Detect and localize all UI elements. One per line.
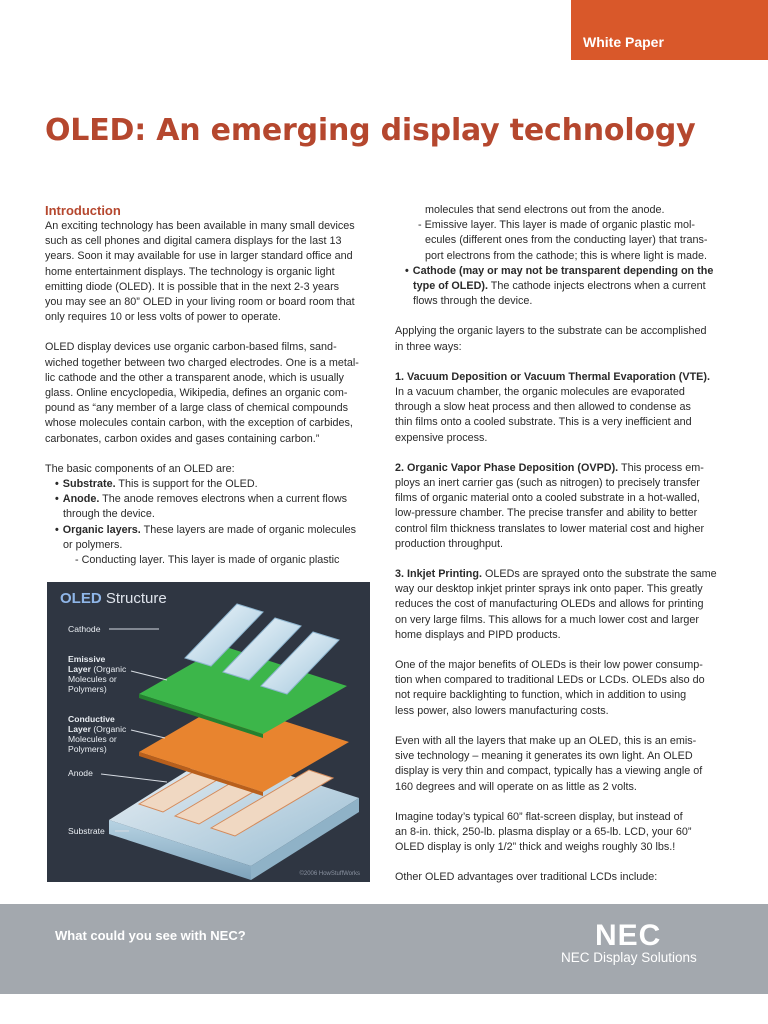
body-line: expensive process.	[395, 431, 488, 444]
bullet-text: This is support for the OLED.	[115, 478, 258, 491]
inkjet-first-line	[395, 567, 725, 582]
body-line: pound as “any member of a large class of chemical compounds	[45, 402, 349, 415]
label-emissive-n3: Polymers)	[68, 684, 107, 694]
ovpd-first-line	[395, 461, 725, 476]
label-emissive-b1: Emissive	[68, 654, 106, 664]
intro-line: An exciting technology has been available in many small devices	[45, 220, 355, 232]
footer-band	[0, 904, 768, 994]
intro-line: home entertainment displays. The technology is organic light	[45, 265, 335, 278]
label-substrate: Substrate	[68, 826, 105, 836]
bullet-organic-layers	[45, 523, 375, 538]
conducting-layer-line: - Conducting layer. This layer is made of organic plastic	[75, 554, 340, 567]
intro-line: emitting diode (OLED). It is possible that in the next 2-3 years	[45, 280, 340, 293]
bullet-text: The anode removes electrons when a current flows	[99, 493, 348, 506]
body-line: display is very thin and compact, typically has a viewing angle of	[395, 765, 703, 778]
bullet-text: These layers are made of organic molecules	[140, 523, 357, 536]
intro-line: years. Soon it may available for use in larger standard office and	[45, 250, 353, 263]
label-conductive-layer	[68, 714, 126, 754]
body-line: thin films onto a cooled substrate. This is a very inefficient and	[395, 416, 692, 429]
bullet-continuation: or polymers.	[63, 538, 123, 551]
intro-line: only requires 10 or less volts of power to operate.	[45, 311, 281, 324]
body-line: Applying the organic layers to the substrate can be accomplished	[395, 325, 707, 338]
label-cathode: Cathode	[68, 624, 101, 634]
company-name: NEC Display Solutions	[561, 950, 697, 965]
page-title: OLED: An emerging display technology	[45, 113, 696, 148]
bullet-continuation: through the device.	[63, 508, 155, 521]
bullet-anode	[45, 492, 375, 507]
footer-tagline: What could you see with NEC?	[55, 928, 246, 943]
body-line: on very large films. This allows for a much lower cost and larger	[395, 613, 700, 626]
label-emissive-layer	[68, 654, 126, 694]
bullet-text: The cathode injects electrons when a current	[487, 280, 706, 293]
body-line: One of the major benefits of OLEDs is their low power consump-	[395, 659, 703, 672]
body-line: production throughput.	[395, 537, 504, 550]
label-conductive-b2: Layer	[68, 724, 91, 734]
body-line: OLED display devices use organic carbon-based films, sand-	[45, 341, 337, 354]
label-conductive-n2: Molecules or	[68, 734, 117, 744]
white-paper-tag	[571, 0, 768, 60]
oled-structure-figure	[47, 582, 370, 882]
nec-logo: NEC	[595, 919, 662, 952]
figure-title-highlight: OLED	[60, 590, 102, 607]
bullet-continuation	[395, 279, 725, 294]
body-line: Other OLED advantages over traditional LCDs include:	[395, 871, 658, 884]
bullet-substrate	[45, 477, 375, 492]
body-line: in three ways:	[395, 340, 462, 353]
white-paper-label: White Paper	[583, 34, 664, 50]
body-line: control film thickness translates to lower material cost and higher	[395, 522, 705, 535]
bullet-label: Organic layers.	[62, 523, 141, 536]
body-line: not require backlighting to function, which in addition to using	[395, 689, 687, 702]
bullet-cathode	[395, 264, 725, 279]
ovpd-first-text: This process em-	[618, 461, 704, 474]
emissive-layer-line: ecules (different ones from the conducting layer) that trans-	[425, 234, 708, 247]
body-line: sive technology – meaning it generates its own light. An OLED	[395, 750, 693, 763]
body-line: less power, also lowers manufacturing costs.	[395, 704, 609, 717]
figure-title-rest: Structure	[101, 590, 167, 607]
body-line: wiched together between two charged electrodes. One is a metal-	[45, 356, 359, 369]
label-emissive-n1: (Organic	[90, 664, 127, 674]
body-line: molecules that send electrons out from the anode.	[425, 204, 665, 216]
bullet-continuation: flows through the device.	[413, 295, 533, 308]
bullet-label: Cathode (may or may not be transparent depending on the	[412, 264, 714, 277]
right-column	[395, 203, 725, 886]
body-line: Imagine today’s typical 60” flat-screen display, but instead of	[395, 810, 683, 823]
emissive-layer-line: - Emissive layer. This layer is made of organic plastic mol-	[418, 219, 696, 232]
vte-heading: 1. Vacuum Deposition or Vacuum Thermal Evaporation (VTE).	[395, 370, 710, 383]
body-line: ploys an inert carrier gas (such as nitrogen) to precisely transfer	[395, 477, 700, 490]
bullet-label: type of OLED).	[413, 280, 488, 293]
body-line: Even with all the layers that make up an OLED, this is an emis-	[395, 734, 697, 747]
body-line: whose molecules contain carbon, with the exception of carbides,	[45, 417, 353, 430]
body-line: an 8-in. thick, 250-lb. plasma display or a 65-lb. LCD, your 60”	[395, 825, 692, 838]
body-line: reduces the cost of manufacturing OLEDs and allows for printing	[395, 598, 704, 611]
label-conductive-b1: Conductive	[68, 714, 115, 724]
body-line: home displays and PIPD products.	[395, 628, 561, 641]
inkjet-heading: 3. Inkjet Printing.	[395, 568, 482, 581]
body-line: through a slow heat process and then allowed to condense as	[395, 401, 691, 414]
label-anode: Anode	[68, 768, 93, 778]
inkjet-first-text: OLEDs are sprayed onto the substrate the same	[482, 568, 717, 581]
body-line: carbonates, carbon oxides and gases containing carbon.”	[45, 432, 320, 445]
figure-credit: ©2006 HowStuffWorks	[299, 871, 360, 877]
bullet-label: Anode.	[62, 493, 100, 506]
label-emissive-b2: Layer	[68, 664, 91, 674]
body-line: lic cathode and the other a transparent anode, which is usually	[45, 371, 344, 384]
emissive-layer-line: port electrons from the cathode; this is where light is made.	[425, 249, 708, 262]
body-line: films of organic material onto a cooled substrate in a hot-walled,	[395, 492, 700, 505]
bullet-label: Substrate.	[62, 478, 116, 491]
left-column	[45, 203, 375, 568]
body-line: low-pressure chamber. The precise transfer and ability to better	[395, 507, 698, 520]
body-line: tion when compared to traditional LEDs or LCDs. OLEDs also do	[395, 674, 705, 687]
components-intro: The basic components of an OLED are:	[45, 462, 235, 475]
intro-line: such as cell phones and digital camera displays for the last 13	[45, 235, 342, 248]
ovpd-heading: 2. Organic Vapor Phase Deposition (OVPD).	[395, 461, 619, 474]
body-line: In a vacuum chamber, the organic molecules are evaporated	[395, 386, 685, 399]
label-emissive-n2: Molecules or	[68, 674, 117, 684]
body-line: OLED display is only 1/2” thick and weighs roughly 30 lbs.!	[395, 841, 676, 854]
body-line: 160 degrees and will operate on as little as 2 volts.	[395, 780, 637, 793]
label-conductive-n3: Polymers)	[68, 744, 107, 754]
label-conductive-n1: (Organic	[90, 724, 127, 734]
intro-line: you may see an 80” OLED in your living room or board room that	[45, 296, 355, 309]
intro-heading: Introduction	[45, 203, 121, 218]
body-line: way our desktop inkjet printer sprays ink onto paper. This greatly	[395, 583, 703, 596]
body-line: glass. Online encyclopedia, Wikipedia, defines an organic com-	[45, 387, 348, 400]
